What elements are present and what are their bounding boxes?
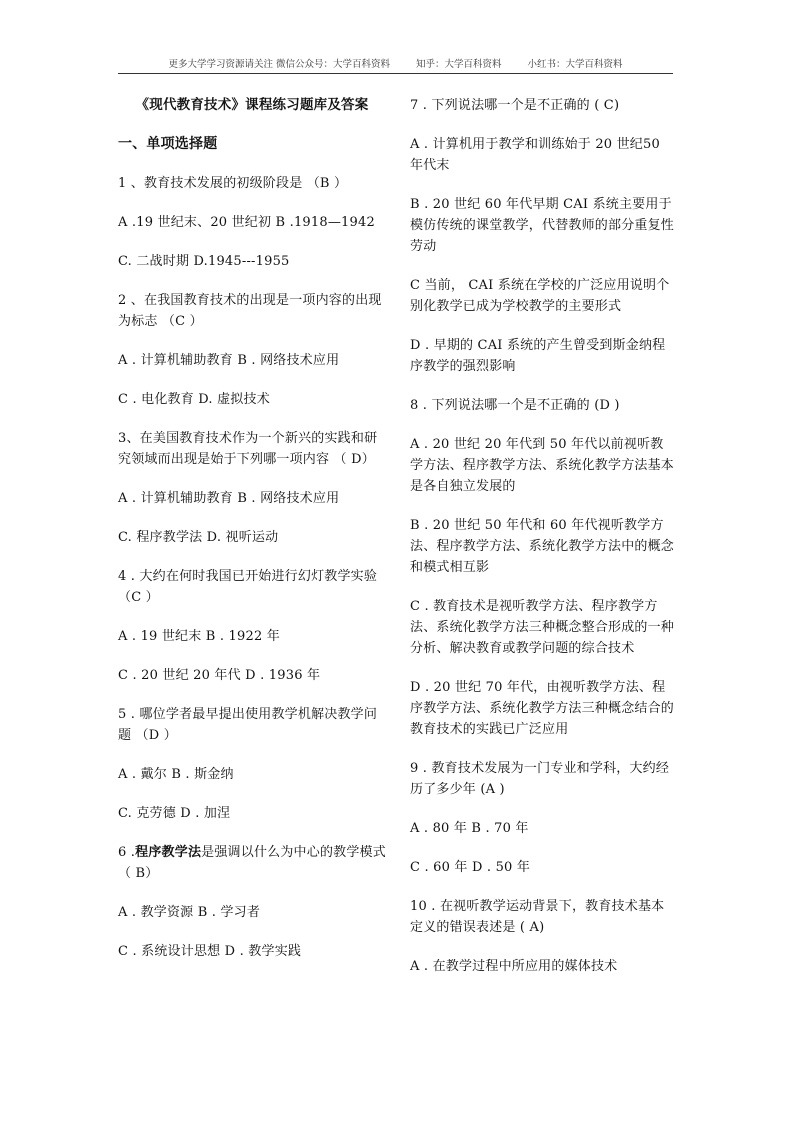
q4-options-cd: C . 20 世纪 20 年代 D . 1936 年: [118, 668, 321, 683]
header-zhihu-note: 知乎：大学百科资料: [416, 59, 502, 70]
q8-option-a: A . 20 世纪 20 年代到 50 年代以前视听教学方法、程序教学方法、系统化教学方法基本是各自独立发展的: [410, 437, 675, 494]
question-9: 9 . 教育技术发展为一门专业和学科，大约经历了多少年 (A ): [410, 761, 670, 797]
document-title: 《现代教育技术》课程练习题库及答案: [135, 97, 369, 113]
q9-options-cd: C . 60 年 D . 50 年: [410, 860, 531, 875]
q7-option-a: A . 计算机用于教学和训练始于 20 世纪50 年代末: [410, 137, 660, 173]
q1-options-cd: C. 二战时期 D.1945---1955: [118, 254, 290, 269]
question-4: 4 . 大约在何时我国已开始进行幻灯教学实验 （C ）: [118, 569, 378, 605]
question-6: [118, 842, 386, 884]
q7-option-c: C 当前， CAI 系统在学校的广泛应用说明个别化教学已成为学校教学的主要形式: [410, 278, 670, 314]
right-column: [410, 95, 676, 995]
q3-options-ab: A . 计算机辅助教育 B . 网络技术应用: [118, 491, 340, 506]
q8-option-d: D . 20 世纪 70 年代，由视听教学方法、程序教学方法、系统化教学方法三种概念结合的教育技术的实践已广泛应用: [410, 680, 675, 737]
q9-options-ab: A . 80 年 B . 70 年: [410, 821, 529, 836]
question-10: 10 . 在视听教学运动背景下，教育技术基本定义的错误表述是 ( A): [410, 899, 665, 935]
section-heading: 一、单项选择题: [118, 136, 218, 152]
q5-options-ab: A . 戴尔 B . 斯金纳: [118, 767, 234, 782]
question-8: 8 . 下列说法哪一个是不正确的 (D ): [410, 398, 620, 413]
q6-number: 6 .: [118, 845, 136, 860]
header-wechat-note: 更多大学学习资源请关注 微信公众号：大学百科资料: [168, 59, 390, 70]
header-divider: [118, 73, 673, 74]
q4-options-ab: A . 19 世纪末 B . 1922 年: [118, 629, 280, 644]
q2-options-cd: C . 电化教育 D. 虚拟技术: [118, 392, 270, 407]
q6-emphasis: 程序教学法: [135, 845, 202, 860]
question-3: 3、在美国教育技术作为一个新兴的实践和研究领域而出现是始于下列哪一项内容 （ D）: [118, 431, 378, 467]
q1-options-ab: A .19 世纪末、20 世纪初 B .1918—1942: [118, 215, 375, 230]
page-header: [118, 56, 673, 70]
question-7: 7 . 下列说法哪一个是不正确的 ( C): [410, 98, 620, 113]
q8-option-c: C . 教育技术是视听教学方法、程序教学方法、系统化教学方法三种概念整合形成的一种分析、解决教育或教学问题的综合技术: [410, 599, 675, 656]
q6-options-ab: A . 教学资源 B . 学习者: [118, 905, 261, 920]
q6-options-cd: C . 系统设计思想 D . 教学实践: [118, 944, 302, 959]
q7-option-b: B . 20 世纪 60 年代早期 CAI 系统主要用于模仿传统的课堂教学，代替教师的部分重复性劳动: [410, 197, 675, 254]
q8-option-b: B . 20 世纪 50 年代和 60 年代视听教学方法、程序教学方法、系统化教学方法中的概念和模式相互影: [410, 518, 675, 575]
header-xiaohongshu-note: 小红书：大学百科资料: [527, 59, 623, 70]
question-1: 1 、教育技术发展的初级阶段是 （B ）: [118, 176, 348, 191]
q3-options-cd: C. 程序教学法 D. 视听运动: [118, 530, 279, 545]
left-column: [118, 95, 386, 980]
q6-text: 是强调以什么为中心的教学模式 （ B）: [118, 845, 386, 881]
question-2: 2 、在我国教育技术的出现是一项内容的出现为标志 （C ）: [118, 293, 382, 329]
question-5: 5 . 哪位学者最早提出使用教学机解决教学问题 （D ）: [118, 707, 378, 743]
q7-option-d: D . 早期的 CAI 系统的产生曾受到斯金纳程序教学的强烈影响: [410, 338, 666, 374]
q5-options-cd: C. 克劳德 D . 加涅: [118, 806, 231, 821]
q10-option-a: A . 在教学过程中所应用的媒体技术: [410, 959, 618, 974]
q2-options-ab: A . 计算机辅助教育 B . 网络技术应用: [118, 353, 340, 368]
